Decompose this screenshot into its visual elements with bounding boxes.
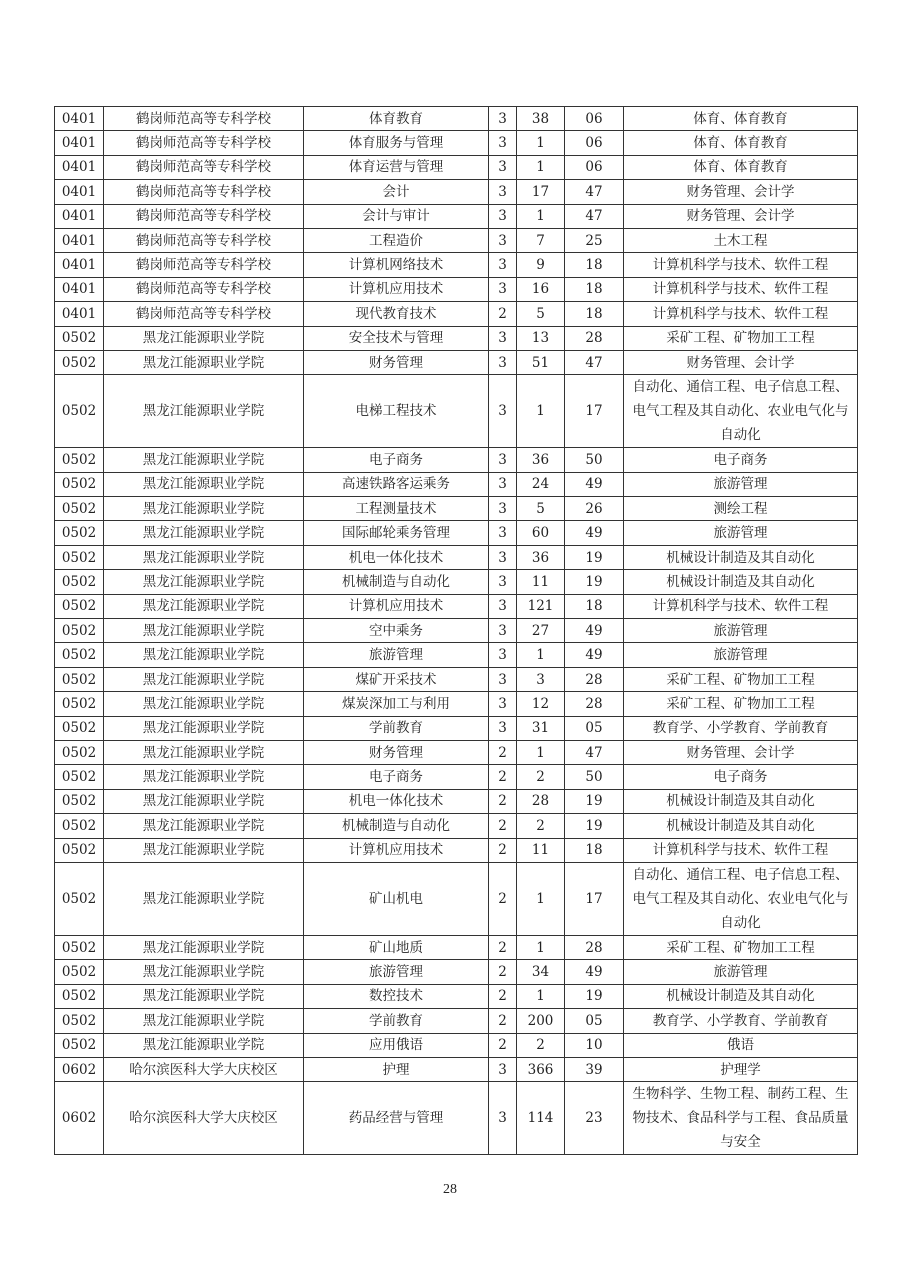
quota-cell: 1 xyxy=(517,131,565,155)
school-cell: 鹤岗师范高等专科学校 xyxy=(104,228,304,252)
code-cell: 0502 xyxy=(55,448,104,472)
admissions-table xyxy=(54,106,858,1155)
major-cell: 安全技术与管理 xyxy=(304,326,489,350)
related-majors-cell: 教育学、小学教育、学前教育 xyxy=(624,1009,858,1033)
table-row xyxy=(55,692,858,716)
school-cell: 黑龙江能源职业学院 xyxy=(104,350,304,374)
quota-cell: 1 xyxy=(517,375,565,448)
quota-cell: 1 xyxy=(517,643,565,667)
school-cell: 黑龙江能源职业学院 xyxy=(104,1033,304,1057)
table-row xyxy=(55,472,858,496)
code-cell: 0401 xyxy=(55,302,104,326)
years-cell: 3 xyxy=(489,716,517,740)
code-cell: 0502 xyxy=(55,545,104,569)
table-row xyxy=(55,497,858,521)
table-row xyxy=(55,862,858,935)
major-cell: 电子商务 xyxy=(304,765,489,789)
category-code-cell: 25 xyxy=(565,228,624,252)
code-cell: 0602 xyxy=(55,1082,104,1155)
category-code-cell: 19 xyxy=(565,545,624,569)
table-row xyxy=(55,667,858,691)
years-cell: 3 xyxy=(489,594,517,618)
years-cell: 3 xyxy=(489,253,517,277)
table-row xyxy=(55,204,858,228)
quota-cell: 60 xyxy=(517,521,565,545)
quota-cell: 11 xyxy=(517,570,565,594)
related-majors-cell: 财务管理、会计学 xyxy=(624,180,858,204)
category-code-cell: 17 xyxy=(565,862,624,935)
code-cell: 0502 xyxy=(55,716,104,740)
category-code-cell: 49 xyxy=(565,521,624,545)
quota-cell: 1 xyxy=(517,740,565,764)
quota-cell: 36 xyxy=(517,448,565,472)
table-row xyxy=(55,765,858,789)
school-cell: 鹤岗师范高等专科学校 xyxy=(104,107,304,131)
code-cell: 0502 xyxy=(55,814,104,838)
major-cell: 会计 xyxy=(304,180,489,204)
school-cell: 黑龙江能源职业学院 xyxy=(104,716,304,740)
table-row xyxy=(55,838,858,862)
years-cell: 3 xyxy=(489,350,517,374)
school-cell: 黑龙江能源职业学院 xyxy=(104,960,304,984)
category-code-cell: 05 xyxy=(565,1009,624,1033)
table-body xyxy=(55,107,858,1155)
years-cell: 3 xyxy=(489,131,517,155)
quota-cell: 121 xyxy=(517,594,565,618)
years-cell: 2 xyxy=(489,765,517,789)
related-majors-cell: 财务管理、会计学 xyxy=(624,204,858,228)
years-cell: 2 xyxy=(489,862,517,935)
school-cell: 黑龙江能源职业学院 xyxy=(104,1009,304,1033)
category-code-cell: 18 xyxy=(565,594,624,618)
quota-cell: 34 xyxy=(517,960,565,984)
table-row xyxy=(55,107,858,131)
major-cell: 电子商务 xyxy=(304,448,489,472)
major-cell: 旅游管理 xyxy=(304,960,489,984)
school-cell: 黑龙江能源职业学院 xyxy=(104,594,304,618)
years-cell: 3 xyxy=(489,228,517,252)
school-cell: 黑龙江能源职业学院 xyxy=(104,765,304,789)
major-cell: 高速铁路客运乘务 xyxy=(304,472,489,496)
category-code-cell: 10 xyxy=(565,1033,624,1057)
quota-cell: 36 xyxy=(517,545,565,569)
school-cell: 黑龙江能源职业学院 xyxy=(104,692,304,716)
school-cell: 鹤岗师范高等专科学校 xyxy=(104,253,304,277)
years-cell: 3 xyxy=(489,107,517,131)
table-row xyxy=(55,619,858,643)
years-cell: 3 xyxy=(489,155,517,179)
related-majors-cell: 计算机科学与技术、软件工程 xyxy=(624,253,858,277)
table-row xyxy=(55,935,858,959)
category-code-cell: 47 xyxy=(565,350,624,374)
related-majors-cell: 电子商务 xyxy=(624,765,858,789)
years-cell: 3 xyxy=(489,1082,517,1155)
school-cell: 黑龙江能源职业学院 xyxy=(104,375,304,448)
school-cell: 鹤岗师范高等专科学校 xyxy=(104,131,304,155)
related-majors-cell: 旅游管理 xyxy=(624,619,858,643)
related-majors-cell: 旅游管理 xyxy=(624,960,858,984)
major-cell: 学前教育 xyxy=(304,1009,489,1033)
code-cell: 0502 xyxy=(55,984,104,1008)
category-code-cell: 47 xyxy=(565,204,624,228)
related-majors-cell: 采矿工程、矿物加工工程 xyxy=(624,326,858,350)
years-cell: 3 xyxy=(489,326,517,350)
years-cell: 2 xyxy=(489,814,517,838)
years-cell: 3 xyxy=(489,570,517,594)
years-cell: 3 xyxy=(489,497,517,521)
table-row xyxy=(55,350,858,374)
quota-cell: 200 xyxy=(517,1009,565,1033)
major-cell: 机电一体化技术 xyxy=(304,789,489,813)
school-cell: 黑龙江能源职业学院 xyxy=(104,472,304,496)
related-majors-cell: 机械设计制造及其自动化 xyxy=(624,984,858,1008)
table-row xyxy=(55,1057,858,1081)
years-cell: 3 xyxy=(489,643,517,667)
quota-cell: 11 xyxy=(517,838,565,862)
category-code-cell: 47 xyxy=(565,180,624,204)
table-row xyxy=(55,643,858,667)
code-cell: 0401 xyxy=(55,277,104,301)
code-cell: 0502 xyxy=(55,1033,104,1057)
school-cell: 黑龙江能源职业学院 xyxy=(104,326,304,350)
major-cell: 学前教育 xyxy=(304,716,489,740)
category-code-cell: 06 xyxy=(565,155,624,179)
related-majors-cell: 采矿工程、矿物加工工程 xyxy=(624,692,858,716)
major-cell: 矿山机电 xyxy=(304,862,489,935)
category-code-cell: 17 xyxy=(565,375,624,448)
code-cell: 0502 xyxy=(55,375,104,448)
related-majors-cell: 自动化、通信工程、电子信息工程、电气工程及其自动化、农业电气化与自动化 xyxy=(624,375,858,448)
quota-cell: 3 xyxy=(517,667,565,691)
category-code-cell: 19 xyxy=(565,570,624,594)
years-cell: 3 xyxy=(489,521,517,545)
years-cell: 3 xyxy=(489,448,517,472)
major-cell: 计算机应用技术 xyxy=(304,277,489,301)
code-cell: 0502 xyxy=(55,862,104,935)
major-cell: 煤炭深加工与利用 xyxy=(304,692,489,716)
years-cell: 3 xyxy=(489,619,517,643)
quota-cell: 366 xyxy=(517,1057,565,1081)
related-majors-cell: 旅游管理 xyxy=(624,521,858,545)
table-row xyxy=(55,1009,858,1033)
school-cell: 黑龙江能源职业学院 xyxy=(104,521,304,545)
category-code-cell: 23 xyxy=(565,1082,624,1155)
major-cell: 财务管理 xyxy=(304,350,489,374)
school-cell: 黑龙江能源职业学院 xyxy=(104,448,304,472)
table-row xyxy=(55,1033,858,1057)
table-row xyxy=(55,521,858,545)
related-majors-cell: 采矿工程、矿物加工工程 xyxy=(624,935,858,959)
related-majors-cell: 机械设计制造及其自动化 xyxy=(624,545,858,569)
school-cell: 黑龙江能源职业学院 xyxy=(104,984,304,1008)
major-cell: 工程造价 xyxy=(304,228,489,252)
quota-cell: 5 xyxy=(517,497,565,521)
code-cell: 0502 xyxy=(55,326,104,350)
related-majors-cell: 体育、体育教育 xyxy=(624,107,858,131)
related-majors-cell: 财务管理、会计学 xyxy=(624,350,858,374)
major-cell: 体育运营与管理 xyxy=(304,155,489,179)
school-cell: 哈尔滨医科大学大庆校区 xyxy=(104,1082,304,1155)
major-cell: 数控技术 xyxy=(304,984,489,1008)
years-cell: 3 xyxy=(489,545,517,569)
quota-cell: 114 xyxy=(517,1082,565,1155)
quota-cell: 2 xyxy=(517,765,565,789)
code-cell: 0502 xyxy=(55,838,104,862)
table-row xyxy=(55,814,858,838)
category-code-cell: 19 xyxy=(565,814,624,838)
related-majors-cell: 计算机科学与技术、软件工程 xyxy=(624,594,858,618)
category-code-cell: 06 xyxy=(565,107,624,131)
category-code-cell: 28 xyxy=(565,326,624,350)
code-cell: 0502 xyxy=(55,350,104,374)
table-row xyxy=(55,131,858,155)
major-cell: 矿山地质 xyxy=(304,935,489,959)
related-majors-cell: 自动化、通信工程、电子信息工程、电气工程及其自动化、农业电气化与自动化 xyxy=(624,862,858,935)
major-cell: 电梯工程技术 xyxy=(304,375,489,448)
school-cell: 黑龙江能源职业学院 xyxy=(104,935,304,959)
table-row xyxy=(55,326,858,350)
related-majors-cell: 生物科学、生物工程、制药工程、生物技术、食品科学与工程、食品质量与安全 xyxy=(624,1082,858,1155)
quota-cell: 31 xyxy=(517,716,565,740)
code-cell: 0502 xyxy=(55,740,104,764)
category-code-cell: 19 xyxy=(565,984,624,1008)
table-row xyxy=(55,253,858,277)
category-code-cell: 50 xyxy=(565,765,624,789)
category-code-cell: 18 xyxy=(565,302,624,326)
related-majors-cell: 财务管理、会计学 xyxy=(624,740,858,764)
quota-cell: 13 xyxy=(517,326,565,350)
category-code-cell: 18 xyxy=(565,838,624,862)
quota-cell: 2 xyxy=(517,814,565,838)
years-cell: 2 xyxy=(489,960,517,984)
years-cell: 3 xyxy=(489,180,517,204)
related-majors-cell: 采矿工程、矿物加工工程 xyxy=(624,667,858,691)
related-majors-cell: 教育学、小学教育、学前教育 xyxy=(624,716,858,740)
school-cell: 黑龙江能源职业学院 xyxy=(104,740,304,764)
table-row xyxy=(55,594,858,618)
major-cell: 空中乘务 xyxy=(304,619,489,643)
quota-cell: 2 xyxy=(517,1033,565,1057)
related-majors-cell: 计算机科学与技术、软件工程 xyxy=(624,302,858,326)
school-cell: 黑龙江能源职业学院 xyxy=(104,545,304,569)
related-majors-cell: 护理学 xyxy=(624,1057,858,1081)
category-code-cell: 19 xyxy=(565,789,624,813)
years-cell: 2 xyxy=(489,740,517,764)
major-cell: 药品经营与管理 xyxy=(304,1082,489,1155)
quota-cell: 28 xyxy=(517,789,565,813)
school-cell: 黑龙江能源职业学院 xyxy=(104,862,304,935)
years-cell: 3 xyxy=(489,667,517,691)
quota-cell: 51 xyxy=(517,350,565,374)
code-cell: 0401 xyxy=(55,180,104,204)
years-cell: 2 xyxy=(489,302,517,326)
table-row xyxy=(55,375,858,448)
code-cell: 0502 xyxy=(55,521,104,545)
years-cell: 2 xyxy=(489,1009,517,1033)
quota-cell: 7 xyxy=(517,228,565,252)
code-cell: 0401 xyxy=(55,131,104,155)
code-cell: 0502 xyxy=(55,472,104,496)
code-cell: 0502 xyxy=(55,497,104,521)
table-row xyxy=(55,984,858,1008)
table-row xyxy=(55,740,858,764)
related-majors-cell: 俄语 xyxy=(624,1033,858,1057)
related-majors-cell: 机械设计制造及其自动化 xyxy=(624,789,858,813)
category-code-cell: 28 xyxy=(565,692,624,716)
school-cell: 黑龙江能源职业学院 xyxy=(104,789,304,813)
category-code-cell: 18 xyxy=(565,277,624,301)
category-code-cell: 26 xyxy=(565,497,624,521)
major-cell: 体育服务与管理 xyxy=(304,131,489,155)
category-code-cell: 49 xyxy=(565,643,624,667)
major-cell: 体育教育 xyxy=(304,107,489,131)
major-cell: 机械制造与自动化 xyxy=(304,570,489,594)
table-row xyxy=(55,228,858,252)
code-cell: 0502 xyxy=(55,667,104,691)
major-cell: 计算机网络技术 xyxy=(304,253,489,277)
quota-cell: 38 xyxy=(517,107,565,131)
code-cell: 0401 xyxy=(55,204,104,228)
related-majors-cell: 旅游管理 xyxy=(624,643,858,667)
table-row xyxy=(55,302,858,326)
school-cell: 黑龙江能源职业学院 xyxy=(104,814,304,838)
related-majors-cell: 计算机科学与技术、软件工程 xyxy=(624,838,858,862)
major-cell: 机电一体化技术 xyxy=(304,545,489,569)
related-majors-cell: 土木工程 xyxy=(624,228,858,252)
table-row xyxy=(55,180,858,204)
table-row xyxy=(55,570,858,594)
major-cell: 应用俄语 xyxy=(304,1033,489,1057)
quota-cell: 16 xyxy=(517,277,565,301)
major-cell: 计算机应用技术 xyxy=(304,838,489,862)
school-cell: 哈尔滨医科大学大庆校区 xyxy=(104,1057,304,1081)
related-majors-cell: 体育、体育教育 xyxy=(624,155,858,179)
related-majors-cell: 测绘工程 xyxy=(624,497,858,521)
major-cell: 计算机应用技术 xyxy=(304,594,489,618)
school-cell: 黑龙江能源职业学院 xyxy=(104,497,304,521)
code-cell: 0502 xyxy=(55,1009,104,1033)
school-cell: 鹤岗师范高等专科学校 xyxy=(104,277,304,301)
years-cell: 2 xyxy=(489,838,517,862)
category-code-cell: 49 xyxy=(565,619,624,643)
major-cell: 财务管理 xyxy=(304,740,489,764)
code-cell: 0502 xyxy=(55,643,104,667)
related-majors-cell: 计算机科学与技术、软件工程 xyxy=(624,277,858,301)
major-cell: 国际邮轮乘务管理 xyxy=(304,521,489,545)
page-number: 28 xyxy=(443,1182,457,1197)
years-cell: 3 xyxy=(489,375,517,448)
quota-cell: 1 xyxy=(517,155,565,179)
related-majors-cell: 电子商务 xyxy=(624,448,858,472)
code-cell: 0502 xyxy=(55,692,104,716)
related-majors-cell: 机械设计制造及其自动化 xyxy=(624,814,858,838)
code-cell: 0502 xyxy=(55,789,104,813)
school-cell: 鹤岗师范高等专科学校 xyxy=(104,204,304,228)
years-cell: 3 xyxy=(489,277,517,301)
code-cell: 0401 xyxy=(55,107,104,131)
table-row xyxy=(55,1082,858,1155)
years-cell: 3 xyxy=(489,1057,517,1081)
quota-cell: 27 xyxy=(517,619,565,643)
category-code-cell: 28 xyxy=(565,935,624,959)
table-row xyxy=(55,789,858,813)
category-code-cell: 18 xyxy=(565,253,624,277)
major-cell: 现代教育技术 xyxy=(304,302,489,326)
code-cell: 0401 xyxy=(55,155,104,179)
years-cell: 2 xyxy=(489,984,517,1008)
quota-cell: 1 xyxy=(517,862,565,935)
quota-cell: 1 xyxy=(517,935,565,959)
related-majors-cell: 旅游管理 xyxy=(624,472,858,496)
code-cell: 0502 xyxy=(55,619,104,643)
code-cell: 0502 xyxy=(55,935,104,959)
table-row xyxy=(55,277,858,301)
table-row xyxy=(55,155,858,179)
code-cell: 0401 xyxy=(55,228,104,252)
major-cell: 机械制造与自动化 xyxy=(304,814,489,838)
code-cell: 0401 xyxy=(55,253,104,277)
years-cell: 2 xyxy=(489,935,517,959)
table-row xyxy=(55,716,858,740)
table-row xyxy=(55,960,858,984)
school-cell: 鹤岗师范高等专科学校 xyxy=(104,180,304,204)
years-cell: 2 xyxy=(489,789,517,813)
school-cell: 黑龙江能源职业学院 xyxy=(104,838,304,862)
code-cell: 0602 xyxy=(55,1057,104,1081)
quota-cell: 24 xyxy=(517,472,565,496)
major-cell: 工程测量技术 xyxy=(304,497,489,521)
major-cell: 煤矿开采技术 xyxy=(304,667,489,691)
related-majors-cell: 机械设计制造及其自动化 xyxy=(624,570,858,594)
major-cell: 旅游管理 xyxy=(304,643,489,667)
quota-cell: 9 xyxy=(517,253,565,277)
quota-cell: 12 xyxy=(517,692,565,716)
code-cell: 0502 xyxy=(55,594,104,618)
school-cell: 鹤岗师范高等专科学校 xyxy=(104,155,304,179)
table-row xyxy=(55,545,858,569)
major-cell: 会计与审计 xyxy=(304,204,489,228)
category-code-cell: 49 xyxy=(565,960,624,984)
school-cell: 黑龙江能源职业学院 xyxy=(104,619,304,643)
school-cell: 鹤岗师范高等专科学校 xyxy=(104,302,304,326)
years-cell: 2 xyxy=(489,1033,517,1057)
category-code-cell: 49 xyxy=(565,472,624,496)
years-cell: 3 xyxy=(489,692,517,716)
years-cell: 3 xyxy=(489,472,517,496)
category-code-cell: 05 xyxy=(565,716,624,740)
quota-cell: 17 xyxy=(517,180,565,204)
table-row xyxy=(55,448,858,472)
quota-cell: 1 xyxy=(517,984,565,1008)
category-code-cell: 28 xyxy=(565,667,624,691)
category-code-cell: 06 xyxy=(565,131,624,155)
quota-cell: 5 xyxy=(517,302,565,326)
code-cell: 0502 xyxy=(55,765,104,789)
major-cell: 护理 xyxy=(304,1057,489,1081)
quota-cell: 1 xyxy=(517,204,565,228)
category-code-cell: 50 xyxy=(565,448,624,472)
school-cell: 黑龙江能源职业学院 xyxy=(104,643,304,667)
related-majors-cell: 体育、体育教育 xyxy=(624,131,858,155)
school-cell: 黑龙江能源职业学院 xyxy=(104,570,304,594)
years-cell: 3 xyxy=(489,204,517,228)
category-code-cell: 47 xyxy=(565,740,624,764)
code-cell: 0502 xyxy=(55,570,104,594)
code-cell: 0502 xyxy=(55,960,104,984)
school-cell: 黑龙江能源职业学院 xyxy=(104,667,304,691)
category-code-cell: 39 xyxy=(565,1057,624,1081)
